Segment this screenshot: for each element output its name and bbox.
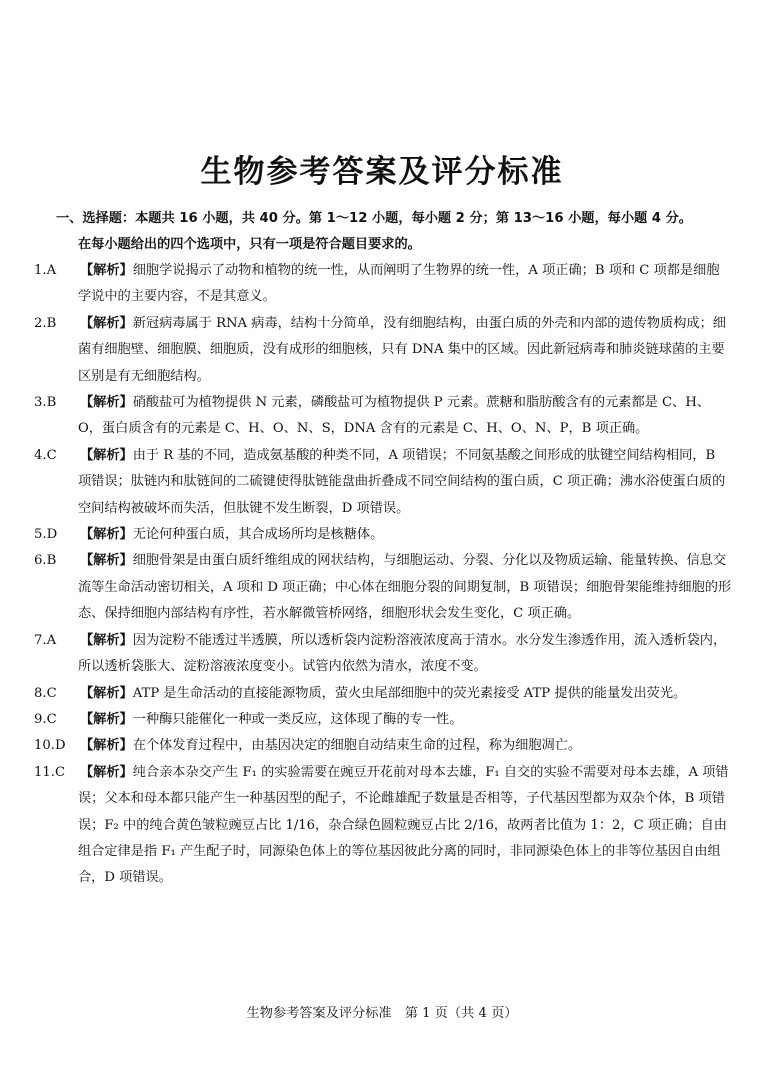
answer-text: 纯合亲本杂交产生 F₁ 的实验需要在豌豆开花前对母本去雄，F₁ 自交的实验不需要对母本去雄，A 项错误；父本和母本都只能产生一种基因型的配子，不论雌雄配子数量是否相等，子代基因型都为双杂个体，B 项错误；F₂ 中的纯合黄色皱粒豌豆占比 1/16，杂合绿色圆粒豌豆占比 2/16，故两者比值为 1：2，C 项正确；自由组合定律是指 F₁ 产生配子时，同源染色体上的等位基因彼此分离的同时，非同源染色体上的非等位基因自由组合，D 项错误。 bbox=[78, 764, 729, 886]
answer-number: 8.C bbox=[34, 685, 57, 701]
analysis-tag: 【解析】 bbox=[80, 764, 133, 780]
answer-item bbox=[34, 522, 732, 548]
answer-number: 1.A bbox=[34, 263, 57, 278]
answer-item bbox=[34, 443, 732, 522]
section-line-1: 一、选择题：本题共 16 小题，共 40 分。第 1～12 小题，每小题 2 分；第 13～16 小题，每小题 4 分。 bbox=[56, 211, 692, 226]
answer-item bbox=[34, 390, 732, 443]
answer-text: 细胞骨架是由蛋白质纤维组成的网状结构，与细胞运动、分裂、分化以及物质运输、能量转换、信息交流等生命活动密切相关，A 项和 D 项正确；中心体在细胞分裂的间期复制，B 项错误；细胞骨架能维持细胞的形态、保持细胞内部结构有序性，若水解微管桥网络，细胞形状会发生变化，C 项正确。 bbox=[78, 553, 732, 622]
analysis-tag: 【解析】 bbox=[80, 527, 133, 543]
analysis-tag: 【解析】 bbox=[80, 315, 133, 331]
answer-item bbox=[34, 681, 732, 707]
answer-number: 10.D bbox=[34, 738, 66, 754]
answer-text: 无论何种蛋白质，其合成场所均是核糖体。 bbox=[132, 527, 384, 543]
answer-number: 7.A bbox=[34, 632, 57, 648]
analysis-tag: 【解析】 bbox=[80, 447, 133, 463]
answer-number: 5.D bbox=[34, 527, 58, 543]
analysis-tag: 【解析】 bbox=[80, 711, 133, 727]
answer-text: 细胞学说揭示了动物和植物的统一性，从而阐明了生物界的统一性，A 项正确；B 项和 C 项都是细胞学说中的主要内容，不是其意义。 bbox=[78, 263, 720, 305]
answer-number: 2.B bbox=[34, 315, 57, 331]
analysis-tag: 【解析】 bbox=[80, 553, 133, 569]
document-title: 生物参考答案及评分标准 bbox=[200, 154, 564, 190]
analysis-tag: 【解析】 bbox=[80, 685, 133, 701]
answer-item bbox=[34, 258, 732, 311]
section-line-2: 在每小题给出的四个选项中，只有一项是符合题目要求的。 bbox=[78, 237, 421, 252]
answer-item bbox=[34, 760, 732, 892]
answer-item bbox=[34, 628, 732, 681]
answer-text: ATP 是生命活动的直接能源物质，萤火虫尾部细胞中的荧光素接受 ATP 提供的能量发出荧光。 bbox=[132, 685, 687, 701]
page-footer: 生物参考答案及评分标准 第 1 页（共 4 页） bbox=[246, 1006, 518, 1021]
answer-number: 9.C bbox=[34, 711, 57, 727]
answer-list bbox=[34, 258, 732, 892]
answer-number: 11.C bbox=[34, 764, 66, 780]
answer-text: 硝酸盐可为植物提供 N 元素，磷酸盐可为植物提供 P 元素。蔗糖和脂肪酸含有的元素都是 C、H、O，蛋白质含有的元素是 C、H、O、N、S，DNA 含有的元素是 C、H、O、N、P，B 项正确。 bbox=[78, 395, 711, 437]
answer-item bbox=[34, 548, 732, 627]
answer-text: 因为淀粉不能透过半透膜，所以透析袋内淀粉溶液浓度高于清水。水分发生渗透作用，流入透析袋内，所以透析袋胀大、淀粉溶液浓度变小。试管内依然为清水，浓度不变。 bbox=[78, 632, 727, 675]
analysis-tag: 【解析】 bbox=[80, 738, 133, 754]
answer-text: 在个体发育过程中，由基因决定的细胞自动结束生命的过程，称为细胞凋亡。 bbox=[132, 738, 582, 754]
section-heading bbox=[56, 206, 736, 258]
analysis-tag: 【解析】 bbox=[80, 263, 133, 278]
analysis-tag: 【解析】 bbox=[80, 395, 133, 411]
answer-number: 4.C bbox=[34, 447, 57, 463]
answer-item bbox=[34, 733, 732, 759]
answer-text: 新冠病毒属于 RNA 病毒，结构十分简单，没有细胞结构，由蛋白质的外壳和内部的遗传物质构成；细菌有细胞壁、细胞膜、细胞质，没有成形的细胞核，只有 DNA 集中的区域。因此新冠病毒和肺炎链球菌的主要区别是有无细胞结构。 bbox=[78, 315, 726, 384]
answer-text: 由于 R 基的不同，造成氨基酸的种类不同，A 项错误；不同氨基酸之间形成的肽键空间结构相同，B 项错误；肽链内和肽链间的二硫键使得肽链能盘曲折叠成不同空间结构的蛋白质，C 项正确；沸水浴使蛋白质的空间结构被破坏而失活，但肽键不发生断裂，D 项错误。 bbox=[78, 447, 726, 516]
answer-number: 3.B bbox=[34, 395, 57, 411]
answer-item bbox=[34, 311, 732, 390]
answer-item bbox=[34, 707, 732, 733]
answer-number: 6.B bbox=[34, 553, 57, 569]
analysis-tag: 【解析】 bbox=[80, 632, 133, 648]
answer-text: 一种酶只能催化一种或一类反应，这体现了酶的专一性。 bbox=[132, 711, 463, 727]
